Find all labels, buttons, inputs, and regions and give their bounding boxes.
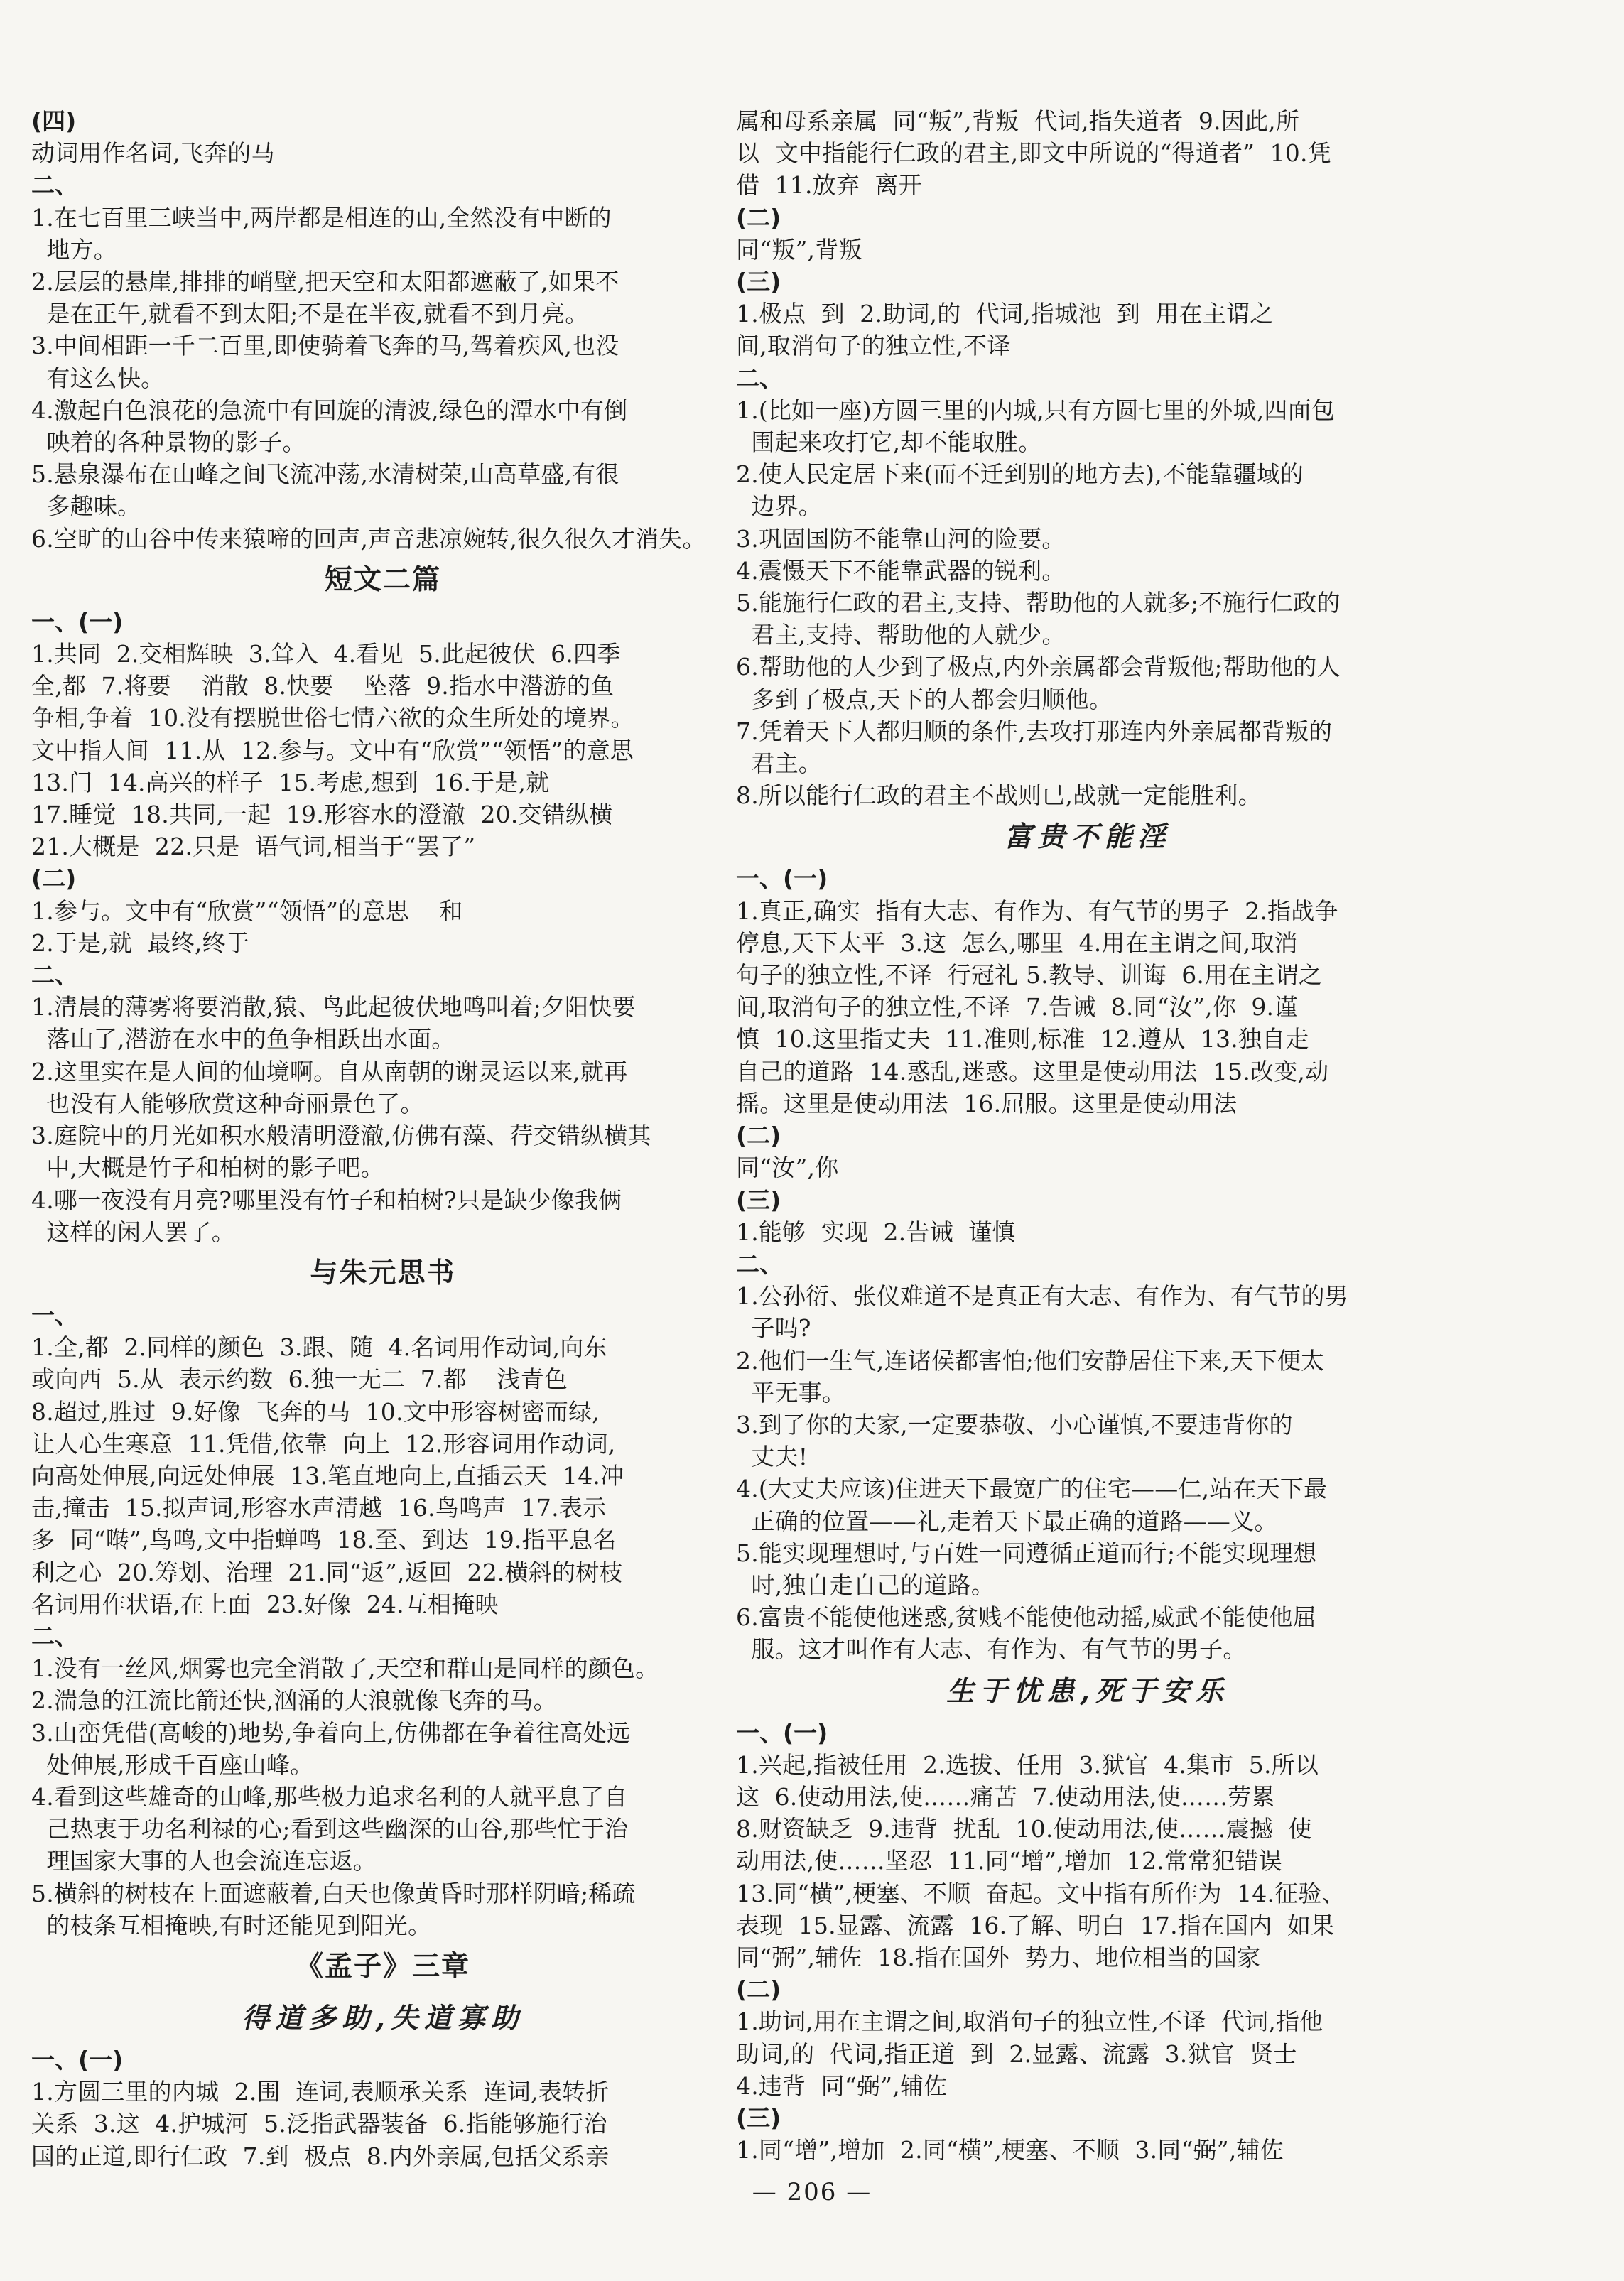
left-text-line: 也没有人能够欣赏这种奇丽景色了。 (31, 1089, 424, 1117)
left-text-line: 让人心生寒意 11.凭借,依靠 向上 12.形容词用作动词, (31, 1429, 616, 1458)
right-text-line: 4.(大丈夫应该)住进天下最宽广的住宅——仁,站在天下最 (736, 1475, 1328, 1503)
left-text-line: 是在正午,就看不到太阳;不是在半夜,就看不到月亮。 (31, 300, 589, 328)
left-text-line: 6.空旷的山谷中传来猿啼的回声,声音悲凉婉转,很久很久才消失。 (31, 524, 706, 553)
right-text-line: 同“弼”,辅佐 18.指在国外 势力、地位相当的国家 (736, 1943, 1261, 1971)
right-text-line: 4.违背 同“弼”,辅佐 (736, 2071, 948, 2100)
left-text-line: 1.没有一丝风,烟雾也完全消散了,天空和群山是同样的颜色。 (31, 1654, 659, 1683)
right-text-line: 慎 10.这里指丈夫 11.准则,标准 12.遵从 13.独自走 (736, 1025, 1309, 1053)
left-section-label: (二) (31, 865, 77, 893)
left-text-line: 1.清晨的薄雾将要消散,猿、鸟此起彼伏地鸣叫着;夕阳快要 (31, 993, 636, 1022)
right-text-line: 1.极点 到 2.助词,的 代词,指城池 到 用在主谓之 (736, 300, 1274, 328)
right-text-line: 3.巩固国防不能靠山河的险要。 (736, 524, 1066, 553)
right-text-line: 动用法,使……坚忍 11.同“增”,增加 12.常常犯错误 (736, 1847, 1282, 1875)
left-text-line: 名词用作状语,在上面 23.好像 24.互相掩映 (31, 1590, 499, 1618)
right-chapter-title: 生于忧患,死于安乐 (946, 1674, 1229, 1708)
left-lesson-title: 短文二篇 (324, 563, 441, 596)
right-text-line: 边界。 (736, 492, 822, 521)
right-chapter-title: 富贵不能淫 (1004, 820, 1171, 854)
left-text-line: 17.睡觉 18.共同,一起 19.形容水的澄澈 20.交错纵横 (31, 801, 613, 829)
left-text-line: 的枝条互相掩映,有时还能见到阳光。 (31, 1911, 432, 1939)
right-text-line: 1.同“增”,增加 2.同“横”,梗塞、不顺 3.同“弼”,辅佐 (736, 2136, 1284, 2164)
right-text-line: 丈夫! (736, 1443, 808, 1471)
right-text-line: 5.能实现理想时,与百姓一同遵循正道而行;不能实现理想 (736, 1539, 1317, 1567)
right-text-line: 4.震慑天下不能靠武器的锐利。 (736, 556, 1066, 585)
right-text-line: 同“叛”,背叛 (736, 235, 862, 264)
left-section-label: 一、(一) (31, 2045, 124, 2074)
left-text-line: 理国家大事的人也会流连忘返。 (31, 1847, 377, 1875)
right-text-line: 平无事。 (736, 1378, 846, 1407)
left-lesson-title: 《孟子》三章 (295, 1950, 470, 1983)
right-text-line: 以 文中指能行仁政的君主,即文中所说的“得道者” 10.凭 (736, 139, 1331, 168)
left-text-line: 4.哪一夜没有月亮?哪里没有竹子和柏树?只是缺少像我俩 (31, 1186, 622, 1214)
page-number: — 206 — (752, 2178, 872, 2206)
right-text-line: 君主。 (736, 749, 822, 778)
right-section-label: 一、(一) (736, 865, 828, 893)
right-text-line: 8.财资缺乏 9.违背 扰乱 10.使动用法,使……震撼 使 (736, 1815, 1312, 1843)
left-text-line: 2.这里实在是人间的仙境啊。自从南朝的谢灵运以来,就再 (31, 1057, 628, 1085)
left-text-line: 1.共同 2.交相辉映 3.耸入 4.看见 5.此起彼伏 6.四季 (31, 640, 621, 668)
right-text-line: 摇。这里是使动用法 16.屈服。这里是使动用法 (736, 1089, 1238, 1117)
right-text-line: 句子的独立性,不译 行冠礼 5.教导、训诲 6.用在主谓之 (736, 961, 1323, 990)
left-column (31, 105, 735, 2172)
left-text-line: 21.大概是 22.只是 语气词,相当于“罢了” (31, 833, 476, 861)
right-text-line: 8.所以能行仁政的君主不战则已,战就一定能胜利。 (736, 781, 1262, 810)
left-text-line: 全,都 7.将要 消散 8.快要 坠落 9.指水中潜游的鱼 (31, 672, 615, 700)
left-chapter-title: 得道多助,失道寡助 (242, 2001, 524, 2035)
left-text-line: 击,撞击 15.拟声词,形容水声清越 16.鸟鸣声 17.表示 (31, 1494, 607, 1522)
right-text-line: 1.公孙衍、张仪难道不是真正有大志、有作为、有气节的男 (736, 1282, 1348, 1311)
right-text-line: 多到了极点,天下的人都会归顺他。 (736, 685, 1113, 713)
left-text-line: 2.于是,就 最终,终于 (31, 928, 250, 957)
right-section-label: 二、 (736, 364, 783, 392)
left-text-line: 3.庭院中的月光如积水般清明澄澈,仿佛有藻、荇交错纵横其 (31, 1122, 651, 1150)
left-section-label: 二、 (31, 961, 78, 990)
right-text-line: 6.富贵不能使他迷惑,贫贱不能使他动摇,威武不能使他屈 (736, 1603, 1316, 1632)
left-text-line: 3.中间相距一千二百里,即使骑着飞奔的马,驾着疾风,也没 (31, 332, 619, 360)
left-text-line: 1.全,都 2.同样的颜色 3.跟、随 4.名词用作动词,向东 (31, 1333, 607, 1362)
right-text-line: 1.兴起,指被任用 2.选拔、任用 3.狱官 4.集市 5.所以 (736, 1750, 1319, 1779)
right-text-line: 1.能够 实现 2.告诫 谨慎 (736, 1218, 1016, 1246)
left-text-line: 动词用作名词,飞奔的马 (31, 139, 275, 168)
right-section-label: 一、(一) (736, 1718, 828, 1747)
left-text-line: 1.参与。文中有“欣赏”“领悟”的意思 和 (31, 896, 463, 925)
right-text-line: 表现 15.显露、流露 16.了解、明白 17.指在国内 如果 (736, 1911, 1335, 1939)
right-text-line: 6.帮助他的人少到了极点,内外亲属都会背叛他;帮助他的人 (736, 653, 1341, 681)
right-text-line: 子吗? (736, 1314, 811, 1343)
left-text-line: 有这么快。 (31, 364, 165, 392)
right-text-line: 围起来攻打它,却不能取胜。 (736, 428, 1042, 457)
left-text-line: 5.横斜的树枝在上面遮蔽着,白天也像黄昏时那样阴暗;稀疏 (31, 1879, 636, 1907)
left-section-label: 一、 (31, 1301, 78, 1329)
right-section-label: (二) (736, 1122, 781, 1150)
left-text-line: 3.山峦凭借(高峻的)地势,争着向上,仿佛都在争着往高处远 (31, 1718, 631, 1747)
right-text-line: 13.同“横”,梗塞、不顺 奋起。文中指有所作为 14.征验、 (736, 1879, 1346, 1907)
right-text-line: 同“汝”,你 (736, 1154, 839, 1182)
right-text-line: 2.他们一生气,连诸侯都害怕;他们安静居住下来,天下便太 (736, 1346, 1325, 1375)
left-text-line: 处伸展,形成千百座山峰。 (31, 1750, 314, 1779)
right-text-line: 这 6.使动用法,使……痛苦 7.使动用法,使……劳累 (736, 1782, 1275, 1811)
left-text-line: 多趣味。 (31, 492, 141, 521)
right-text-line: 1.助词,用在主谓之间,取消句子的独立性,不译 代词,指他 (736, 2008, 1323, 2036)
right-text-line: 7.凭着天下人都归顺的条件,去攻打那连内外亲属都背叛的 (736, 717, 1333, 745)
right-text-line: 1.真正,确实 指有大志、有作为、有气节的男子 2.指战争 (736, 896, 1338, 925)
right-text-line: 助词,的 代词,指正道 到 2.显露、流露 3.狱官 贤士 (736, 2039, 1297, 2068)
right-section-label: (三) (736, 1186, 781, 1214)
left-text-line: 利之心 20.筹划、治理 21.同“返”,返回 22.横斜的树枝 (31, 1558, 623, 1586)
right-section-label: (二) (736, 203, 781, 232)
right-text-line: 时,独自走自己的道路。 (736, 1571, 995, 1599)
left-text-line: 这样的闲人罢了。 (31, 1218, 235, 1246)
right-column (736, 105, 1439, 2166)
left-text-line: 2.层层的悬崖,排排的峭壁,把天空和太阳都遮蔽了,如果不 (31, 268, 619, 296)
right-text-line: 服。这才叫作有大志、有作为、有气节的男子。 (736, 1635, 1247, 1664)
left-text-line: 多 同“啭”,鸟鸣,文中指蝉鸣 18.至、到达 19.指平息名 (31, 1526, 617, 1554)
left-text-line: 中,大概是竹子和柏树的影子吧。 (31, 1154, 384, 1182)
left-text-line: 13.门 14.高兴的样子 15.考虑,想到 16.于是,就 (31, 768, 550, 796)
right-text-line: 君主,支持、帮助他的人就少。 (736, 621, 1066, 649)
left-text-line: 1.在七百里三峡当中,两岸都是相连的山,全然没有中断的 (31, 203, 612, 232)
right-section-label: (三) (736, 2103, 781, 2132)
left-text-line: 映着的各种景物的影子。 (31, 428, 306, 457)
right-text-line: 2.使人民定居下来(而不迁到别的地方去),不能靠疆域的 (736, 460, 1304, 489)
right-text-line: 停息,天下太平 3.这 怎么,哪里 4.用在主谓之间,取消 (736, 928, 1298, 957)
right-text-line: 间,取消句子的独立性,不译 (736, 332, 1011, 360)
right-text-line: 自己的道路 14.惑乱,迷惑。这里是使动用法 15.改变,动 (736, 1057, 1329, 1085)
left-section-label: 二、 (31, 171, 78, 200)
right-text-line: 借 11.放弃 离开 (736, 171, 922, 200)
left-text-line: 文中指人间 11.从 12.参与。文中有“欣赏”“领悟”的意思 (31, 736, 634, 764)
left-text-line: 争相,争着 10.没有摆脱世俗七情六欲的众生所处的境界。 (31, 704, 634, 732)
right-text-line: 1.(比如一座)方圆三里的内城,只有方圆七里的外城,四面包 (736, 396, 1336, 424)
right-text-line: 正确的位置——礼,走着天下最正确的道路——义。 (736, 1507, 1278, 1535)
right-text-line: 间,取消句子的独立性,不译 7.告诫 8.同“汝”,你 9.谨 (736, 993, 1298, 1022)
right-section-label: (二) (736, 1976, 781, 2004)
left-text-line: 己热衷于功名利禄的心;看到这些幽深的山谷,那些忙于治 (31, 1815, 629, 1843)
left-section-label: 二、 (31, 1622, 78, 1650)
left-text-line: 8.超过,胜过 9.好像 飞奔的马 10.文中形容树密而绿, (31, 1397, 600, 1426)
left-text-line: 1.方圆三里的内城 2.围 连词,表顺承关系 连词,表转折 (31, 2078, 610, 2106)
right-text-line: 3.到了你的夫家,一定要恭敬、小心谨慎,不要违背你的 (736, 1410, 1293, 1439)
left-text-line: 关系 3.这 4.护城河 5.泛指武器装备 6.指能够施行治 (31, 2110, 607, 2138)
left-section-label: 一、(一) (31, 607, 124, 636)
right-section-label: (三) (736, 268, 781, 296)
left-text-line: 国的正道,即行仁政 7.到 极点 8.内外亲属,包括父系亲 (31, 2142, 610, 2170)
right-text-line: 5.能施行仁政的君主,支持、帮助他的人就多;不施行仁政的 (736, 589, 1341, 617)
right-text-line: 属和母系亲属 同“叛”,背叛 代词,指失道者 9.因此,所 (736, 107, 1300, 135)
left-lesson-title: 与朱元思书 (310, 1257, 456, 1289)
right-section-label: 二、 (736, 1250, 783, 1278)
left-text-line: 5.悬泉瀑布在山峰之间飞流冲荡,水清树荣,山高草盛,有很 (31, 460, 619, 489)
left-text-line: 4.看到这些雄奇的山峰,那些极力追求名利的人就平息了自 (31, 1782, 628, 1811)
left-text-line: 向高处伸展,向远处伸展 13.笔直地向上,直插云天 14.冲 (31, 1461, 624, 1490)
left-text-line: 落山了,潜游在水中的鱼争相跃出水面。 (31, 1025, 455, 1053)
left-section-label: (四) (31, 107, 77, 135)
left-text-line: 2.湍急的江流比箭还快,汹涌的大浪就像飞奔的马。 (31, 1686, 557, 1715)
left-text-line: 4.激起白色浪花的急流中有回旋的清波,绿色的潭水中有倒 (31, 396, 628, 424)
left-text-line: 或向西 5.从 表示约数 6.独一无二 7.都 浅青色 (31, 1365, 568, 1394)
left-text-line: 地方。 (31, 235, 117, 264)
